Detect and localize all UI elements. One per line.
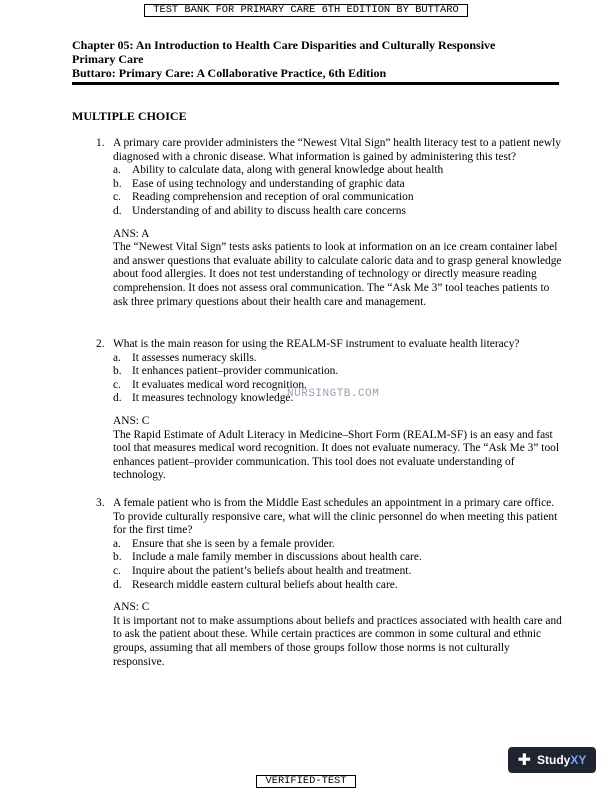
option-c: c. Reading comprehension and reception of oral communication: [113, 191, 414, 204]
question-1: [72, 137, 562, 309]
chapter-title-line2: Primary Care: [72, 52, 144, 66]
option-a: a. Ability to calculate data, along with general knowledge about health: [113, 164, 444, 177]
question-number: 2.: [96, 338, 105, 350]
option-d: d. It measures technology knowledge.: [113, 392, 294, 405]
rationale: It is important not to make assumptions about beliefs and practices associated with health care and to ask the patient about these. While certain practices are common in some cultural and ethnic groups, assuming that all members of those groups follow those norms is not culturally responsive.: [113, 614, 562, 668]
question-number: 3.: [96, 497, 105, 509]
answer-key: ANS: A: [113, 227, 150, 240]
rationale: The Rapid Estimate of Adult Literacy in Medicine–Short Form (REALM-SF) is an easy and fast tool that measures medical word recognition. It does not evaluate numeracy. The “Ask Me 3” tool enhances patient–provider communication. This tool does not evaluate understanding of technology.: [113, 428, 559, 482]
option-b: b. Ease of using technology and understanding of graphic data: [113, 177, 405, 190]
watermark: NURSINGTB.COM: [287, 388, 380, 400]
rationale: The “Newest Vital Sign” tests asks patients to look at information on an ice cream container label and answer questions that evaluate ability to calculate caloric data and to grasp general knowledge about food allergies. It does not test understanding of technology or directly measure reading comprehension. It does not assess oral communication. The “Ask Me 3” tool teaches patients to ask three primary questions about their health care and management.: [113, 241, 562, 308]
question-stem: A female patient who is from the Middle East schedules an appointment in a primary care office. To provide culturally responsive care, what will the clinic personnel do when meeting this patient for the first time?: [113, 497, 558, 537]
answer-key: ANS: C: [113, 601, 150, 614]
question-3: [72, 497, 562, 669]
studyxy-badge[interactable]: [508, 747, 596, 773]
question-stem: A primary care provider administers the “Newest Vital Sign” health literacy test to a patient newly diagnosed with a chronic disease. What information is gained by administering this test?: [113, 137, 561, 163]
option-a: a. Ensure that she is seen by a female provider.: [113, 537, 335, 550]
option-d: d. Understanding of and ability to discuss health care concerns: [113, 204, 406, 217]
plus-icon: ✚: [517, 752, 532, 769]
option-c: c. It evaluates medical word recognition.: [113, 378, 307, 391]
option-c: c. Inquire about the patient’s beliefs about health and treatment.: [113, 564, 412, 577]
footer-banner: VERIFIED-TEST: [256, 775, 356, 788]
option-a: a. It assesses numeracy skills.: [113, 351, 257, 364]
option-b: b. Include a male family member in discussions about health care.: [113, 551, 422, 564]
book-title: Buttaro: Primary Care: A Collaborative Practice, 6th Edition: [72, 66, 387, 80]
answer-key: ANS: C: [113, 414, 150, 427]
option-b: b. It enhances patient–provider communication.: [113, 365, 339, 378]
chapter-title-line1: Chapter 05: An Introduction to Health Care Disparities and Culturally Responsive: [72, 38, 496, 52]
option-list: [113, 538, 562, 592]
badge-text: Study: [537, 753, 571, 767]
heading-rule: [72, 82, 559, 85]
chapter-heading: [72, 38, 552, 80]
badge-text-accent: XY: [570, 753, 587, 767]
option-list: [113, 164, 562, 218]
question-stem: What is the main reason for using the REALM-SF instrument to evaluate health literacy?: [113, 338, 520, 350]
question-number: 1.: [96, 137, 105, 149]
header-banner: TEST BANK FOR PRIMARY CARE 6TH EDITION BY BUTTARO: [144, 4, 468, 17]
question-2: [72, 338, 562, 483]
section-title: MULTIPLE CHOICE: [72, 109, 187, 123]
option-d: d. Research middle eastern cultural beliefs about health care.: [113, 578, 398, 591]
